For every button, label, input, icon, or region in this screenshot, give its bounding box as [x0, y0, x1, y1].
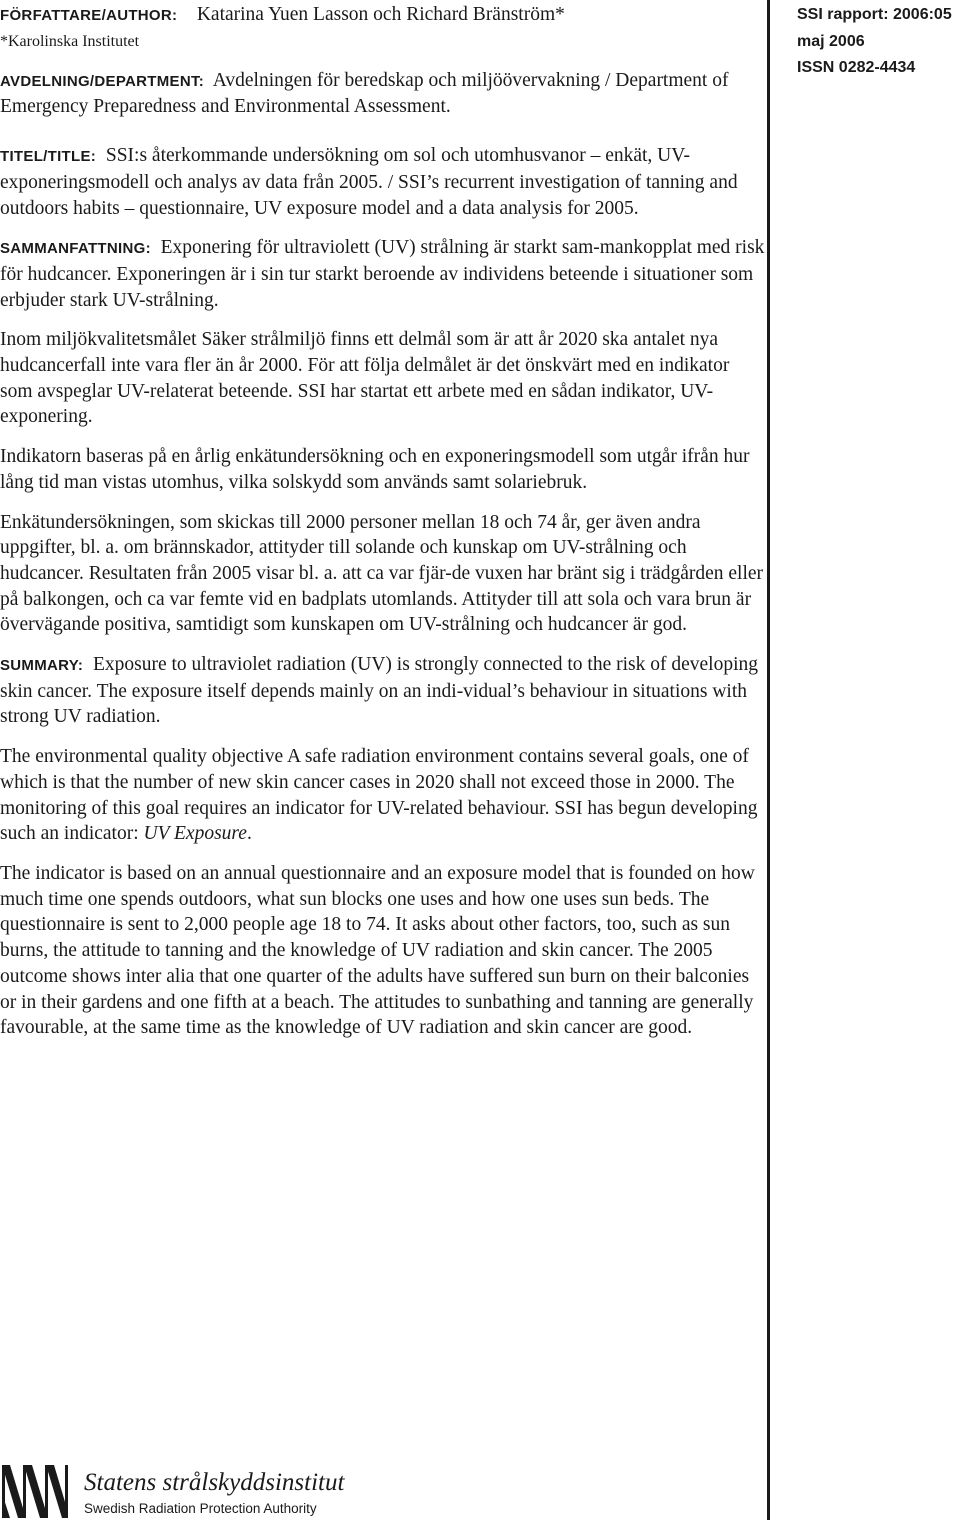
- sammanfattning-label: SAMMANFATTNING:: [0, 240, 151, 258]
- summary-italic-term: UV Exposure: [143, 823, 247, 845]
- department-text: Avdelningen för beredskap och miljöövervakning / Department of Emergency Preparedness and Environmental Assessment.: [0, 69, 729, 118]
- author-names: Katarina Yuen Lasson och Richard Bränström*: [196, 4, 565, 25]
- summary-p2: [0, 744, 765, 847]
- department-label: AVDELNING/DEPARTMENT:: [0, 72, 205, 90]
- sammanfattning-p2: Inom miljökvalitetsmålet Säker strålmiljö finns ett delmål som är att år 2020 ska antalet nya hudcancerfall inte vara fler än år 2000. För att följa delmålet är det önskvärt med en indikator som avspeglar UV-relaterat beteende. SSI har startat ett arbete med en sådan indikator, UV-exponering.: [0, 329, 730, 428]
- title-text: SSI:s återkommande undersökning om sol och utomhusvanor – enkät, UV-exponeringsmodell och analys av data från 2005. / SSI’s recurrent investigation of tanning and outdoors habits – questionnaire, UV exposure model and a data analysis for 2005.: [0, 145, 738, 219]
- title-label: TITEL/TITLE:: [0, 148, 97, 166]
- summary-p3: The indicator is based on an annual questionnaire and an exposure model that is founded on how much time one spends outdoors, what sun blocks one uses and how one uses sun beds. The questionnaire is sent to 2,000 people age 18 to 74. It asks about other factors, too, such as sun burns, the attitude to tanning and the knowledge of UV radiation and skin cancer. The 2005 outcome shows inter alia that one quarter of the adults have suffered sun burn on their balconies or in their gardens and one fifth at a beach. The attitudes to sunbathing and tanning are generally favourable, at the same time as the knowledge of UV radiation and skin cancer are good.: [0, 862, 755, 1039]
- summary-p1: [0, 652, 765, 730]
- author-label: FÖRFATTARE/AUTHOR:: [0, 7, 178, 24]
- logo-subtitle: Swedish Radiation Protection Authority: [84, 1501, 317, 1516]
- logo-name: Statens strålskyddsinstitut: [84, 1469, 345, 1496]
- report-issn: ISSN 0282-4434: [797, 59, 916, 76]
- sammanfattning-p4: Enkätundersökningen, som skickas till 2000 personer mellan 18 och 74 år, ger även andra uppgifter, bl. a. om brännskador, attityder till solande och kunskap om UV-strålning och hudcancer. Resultaten från 2005 visar bl. a. att ca var fjär-de vuxen har bränt sig i trädgården eller på balkongen, och ca var femte vid en badplats utomlands. Attityder till att sola och vara brun är övervägande positiva, samtidigt som kunskapen om UV-strålning och hudcancer är god.: [0, 511, 764, 636]
- sammanfattning-p1: [0, 235, 765, 313]
- summary-label: SUMMARY:: [0, 657, 84, 675]
- ssi-logo: [2, 1465, 345, 1520]
- author-affiliation: *Karolinska Institutet: [0, 32, 140, 50]
- author-line: [0, 2, 765, 29]
- title-block: [0, 143, 765, 221]
- summary-text-1: Exposure to ultraviolet radiation (UV) is strongly connected to the risk of developing skin cancer. The exposure itself depends mainly on an indi-vidual’s behaviour in situations with strong UV radiation.: [0, 654, 758, 728]
- summary-text-2: The environmental quality objective A safe radiation environment contains several goals, one of which is that the number of new skin cancer cases in 2020 shall not exceed those in 2000. The monitoring of this goal requires an indicator for UV-related behaviour. SSI has begun developing such an indicator:: [0, 746, 758, 845]
- ssi-logo-mark-icon: [2, 1465, 68, 1518]
- vertical-divider: [767, 0, 770, 1520]
- report-number: SSI rapport: 2006:05: [797, 6, 952, 23]
- report-date: maj 2006: [797, 32, 865, 50]
- sammanfattning-p3: Indikatorn baseras på en årlig enkätundersökning och en exponeringsmodell som utgår ifrån hur lång tid man vistas utomhus, vilka solskydd som används samt solariebruk.: [0, 446, 750, 493]
- report-info: [797, 2, 957, 82]
- summary-text-2-end: .: [246, 823, 252, 845]
- department-block: [0, 68, 765, 120]
- sammanfattning-text-1: Exponering för ultraviolett (UV) strålning är starkt sam-mankopplat med risk för hudcancer. Exponeringen är i sin tur starkt beroende av individens beteende i situationer som erbjuder stark UV-strålning.: [0, 237, 765, 311]
